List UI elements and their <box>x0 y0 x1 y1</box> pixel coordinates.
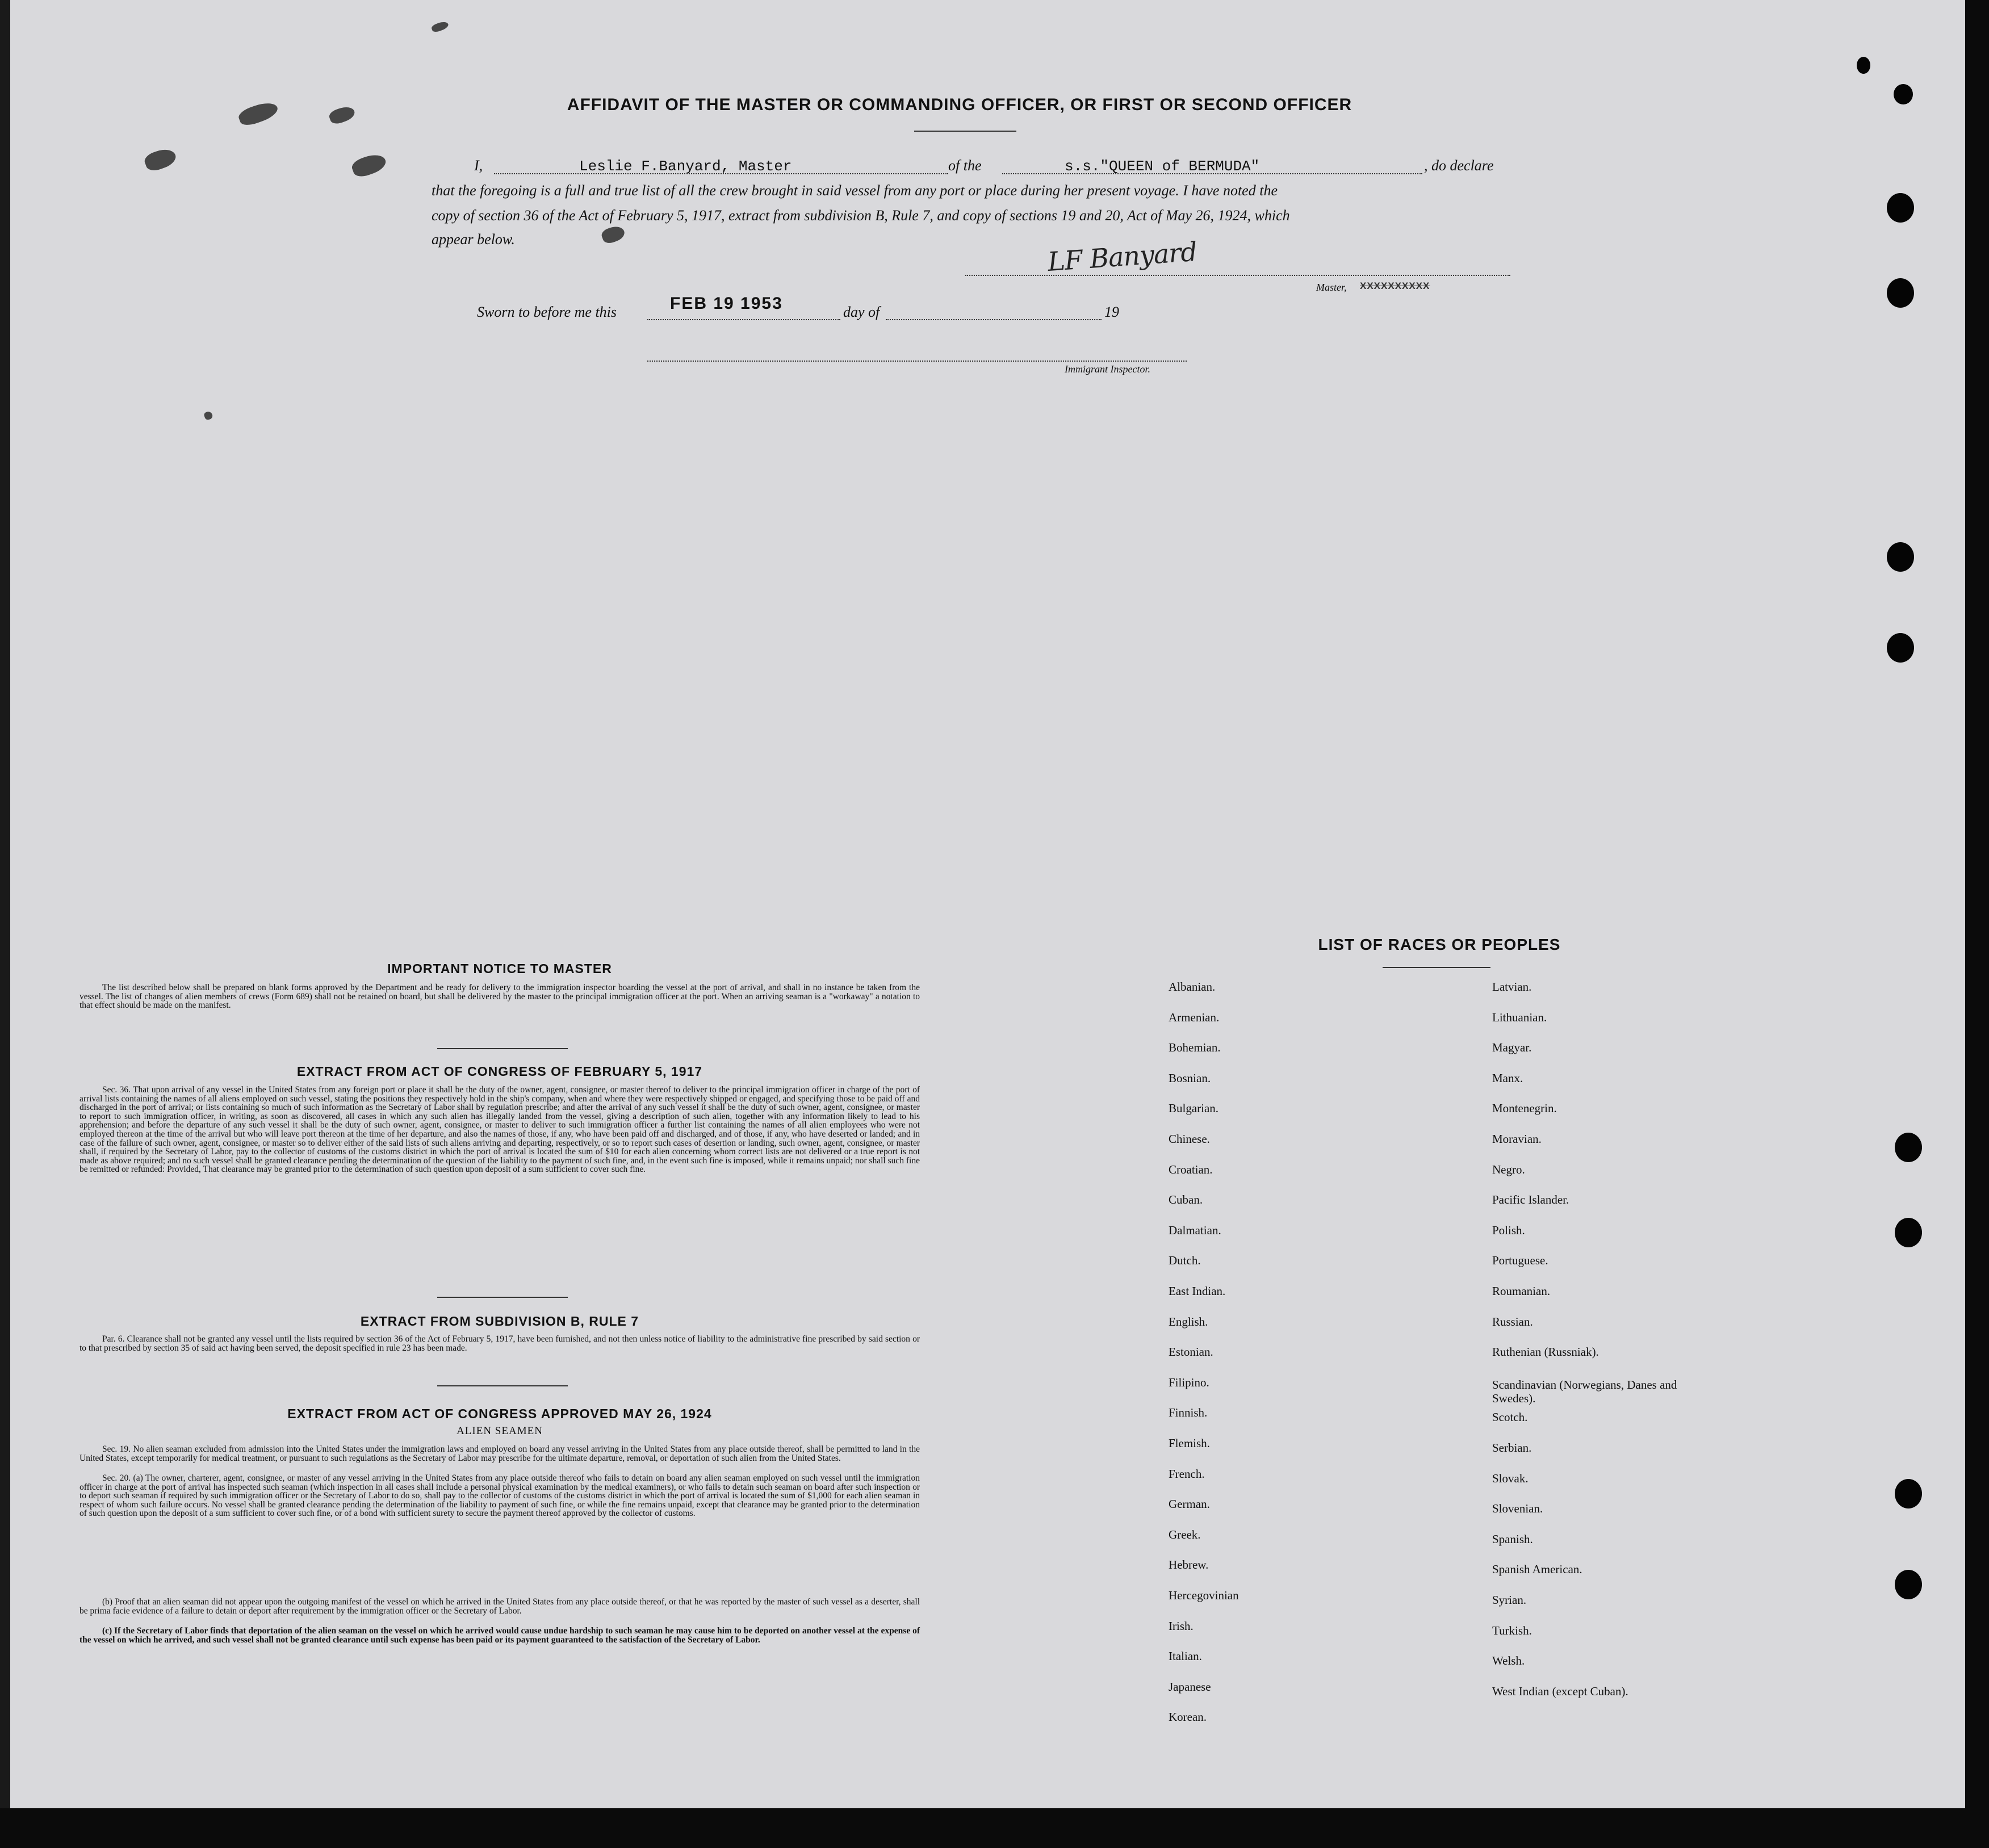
race-item: Albanian. <box>1169 980 1216 994</box>
race-item: Lithuanian. <box>1492 1010 1547 1024</box>
race-item: Slovenian. <box>1492 1502 1543 1516</box>
extract-1917-title: EXTRACT FROM ACT OF CONGRESS OF FEBRUARY 5, 1917 <box>296 1064 703 1079</box>
notice-body: The list described below shall be prepared on blank forms approved by the Department and be ready for delivery to the immigration inspector boarding the vessel at the port of arrival, and shall in no instance be taken from the vessel. The list of changes of alien members of crews (Form 689) shall not be retained on board, but shall be delivered by the master to the principal immigration officer at the port. When an arriving seaman is a "workaway" a notation to that effect should be made on the manifest. <box>79 983 920 1011</box>
race-item: Spanish. <box>1492 1532 1533 1546</box>
race-item: Scotch. <box>1492 1410 1528 1424</box>
notice-title: IMPORTANT NOTICE TO MASTER <box>387 961 612 976</box>
of-the-label: of the <box>948 157 982 174</box>
binder-hole <box>1895 1570 1922 1599</box>
race-item: Hercegovinian <box>1169 1589 1239 1602</box>
sec-20c-body: (c) If the Secretary of Labor finds that deportation of the alien seaman on the vessel on which he arrived would cause undue hardship to such seaman he may cause him to be deported on another vessel at the expense of the vessel on which he arrived, and such vessel shall not be granted clearance until such expense has been paid or its payment guaranteed to the satisfaction of the Secretary of Labor. <box>79 1626 920 1645</box>
binder-hole <box>1887 633 1914 663</box>
scan-left-edge <box>0 0 10 1848</box>
race-item: Turkish. <box>1492 1623 1532 1637</box>
race-item: Pacific Islander. <box>1492 1193 1569 1207</box>
subdivision-b-body: Par. 6. Clearance shall not be granted any vessel until the lists required by section 36 of the Act of February 5, 1917, have been furnished, and not then unless notice of liability to the administrative fine prescribed by said section or to that prescribed by section 35 of said act having been served, the deposit specified in rule 23 has been made. <box>79 1334 920 1353</box>
year-prefix: 19 <box>1104 304 1119 320</box>
ink-smudge <box>143 146 178 174</box>
race-item: Syrian. <box>1492 1593 1527 1607</box>
day-of-line <box>886 319 1102 320</box>
ink-smudge <box>328 104 357 126</box>
race-item: Russian. <box>1492 1314 1533 1329</box>
race-item: Bohemian. <box>1169 1041 1221 1055</box>
races-title-rule <box>1383 967 1490 968</box>
sec-19-body: Sec. 19. No alien seaman excluded from admission into the United States under the immigration laws and employed on board any vessel arriving in the United States from any place outside thereof, shall be permitted to land in the United States, except temporarily for medical treatment, or pursuant to such regulations as the Secretary of Labor may prescribe for the ultimate departure, removal, or deportation of such alien from the United States. <box>79 1444 920 1463</box>
binder-hole <box>1887 542 1914 572</box>
race-item: Roumanian. <box>1492 1284 1551 1298</box>
race-item: Greek. <box>1169 1527 1201 1541</box>
section-rule <box>437 1048 568 1049</box>
race-item: Armenian. <box>1169 1010 1220 1024</box>
affidavit-line-4: appear below. <box>432 231 515 248</box>
race-item: Irish. <box>1169 1619 1194 1633</box>
race-item: Ruthenian (Russniak). <box>1492 1345 1599 1359</box>
title-rule <box>914 131 1016 132</box>
ink-smudge <box>237 99 280 128</box>
race-item: Latvian. <box>1492 980 1532 994</box>
race-item: Croatian. <box>1169 1162 1213 1176</box>
crossed-out-title: XXXXXXXXXX <box>1360 280 1430 291</box>
binder-hole <box>1894 84 1913 104</box>
race-item: Chinese. <box>1169 1132 1210 1146</box>
binder-hole <box>1857 57 1870 74</box>
subdivision-b-title: EXTRACT FROM SUBDIVISION B, RULE 7 <box>360 1314 639 1329</box>
ink-smudge <box>431 20 450 33</box>
master-label: Master, <box>1316 282 1347 293</box>
sworn-label: Sworn to before me this <box>477 304 617 320</box>
race-item: Slovak. <box>1492 1471 1529 1485</box>
race-item: West Indian (except Cuban). <box>1492 1684 1628 1698</box>
race-item: Japanese <box>1169 1679 1211 1694</box>
binder-hole <box>1895 1133 1922 1162</box>
race-item: Serbian. <box>1492 1441 1532 1455</box>
binder-hole <box>1895 1479 1922 1508</box>
affidavit-line-3: copy of section 36 of the Act of February 5, 1917, extract from subdivision B, Rule 7, and copy of sections 19 and 20, Act of May 26, 1924, which <box>432 207 1290 224</box>
race-item: Finnish. <box>1169 1406 1208 1420</box>
race-item: Italian. <box>1169 1649 1202 1663</box>
affidavit-i-label: I, <box>474 157 483 174</box>
scan-bottom-edge <box>0 1808 1989 1848</box>
ink-smudge <box>203 410 213 421</box>
binder-hole <box>1895 1218 1922 1247</box>
binder-hole <box>1887 278 1914 308</box>
sec-20b-body: (b) Proof that an alien seaman did not appear upon the outgoing manifest of the vessel on which he arrived in the United States from any place outside thereof, or that he was reported by the master of such vessel as a deserter, shall be prima facie evidence of a failure to detain or deport after requirement by the immigration officer or the Secretary of Labor. <box>79 1597 920 1616</box>
race-item: Korean. <box>1169 1710 1207 1724</box>
race-item: Moravian. <box>1492 1132 1542 1146</box>
inspector-label: Immigrant Inspector. <box>1065 363 1150 375</box>
race-item: Negro. <box>1492 1162 1525 1176</box>
race-item: Filipino. <box>1169 1375 1209 1389</box>
race-item: Hebrew. <box>1169 1558 1209 1572</box>
inspector-signature-line <box>647 361 1187 362</box>
race-item: Dalmatian. <box>1169 1223 1221 1237</box>
race-item: Bulgarian. <box>1169 1101 1219 1116</box>
scan-right-edge <box>1965 0 1989 1848</box>
race-item: Manx. <box>1492 1071 1523 1085</box>
extract-1917-body: Sec. 36. That upon arrival of any vessel in the United States from any foreign port or place it shall be the duty of the owner, agent, consignee, or master thereof to deliver to the principal immigration officer in charge of the port of arrival lists containing the names of all aliens employed on such vessel, stating the positions they respectively hold in the ship's company, when and where they were respectively shipped or engaged, and specifying those to be paid off and discharged in the port of arrival; or lists containing so much of such information as the Secretary of Labor shall by regulation prescribe; and after the arrival of any such vessel it shall be the duty of such owner, agent, consignee, or master to report to such immigration officer, in writing, as soon as discovered, all cases in which any such alien has illegally landed from the vessel, giving a description of such alien, together with any information likely to lead to his apprehension; and before the departure of any such vessel it shall be the duty of such owner, agent, consignee, or master to deliver to such immigration officer a further list containing the names of all alien employees who were not employed thereon at the time of the arrival but who will leave port thereon at the time of her departure, and also the names of those, if any, who have been paid off and discharged, and of those, if any, who have deserted or landed; and in case of the failure of such owner, agent, consignee, or master so to deliver either of the said lists of such aliens arriving and departing, respectively, or so to report such cases of desertion or landing, such owner, agent, consignee, or master shall, if required by the Secretary of Labor, pay to the collector of customs of the customs district in which the port of arrival is located the sum of $10 for each alien concerning whom correct lists are not delivered or a true report is not made as above required; and no such vessel shall be granted clearance pending the determination of the question of the liability to the payment of such fine, and, in the event such fine is imposed, while it remains unpaid; nor shall such fine be remitted or refunded: Provided, That clearance may be granted prior to the determination of such question upon deposit of a sum sufficient to cover such fine. <box>79 1085 920 1175</box>
race-item: East Indian. <box>1169 1284 1226 1298</box>
section-rule <box>437 1385 568 1386</box>
section-rule <box>437 1297 568 1298</box>
race-item: Spanish American. <box>1492 1562 1582 1577</box>
race-item: Estonian. <box>1169 1345 1213 1359</box>
affidavit-line-2: that the foregoing is a full and true list of all the crew brought in said vessel from any port or place during her present voyage. I have noted the <box>432 182 1278 199</box>
ink-smudge <box>350 151 388 180</box>
race-item: Polish. <box>1492 1223 1525 1237</box>
signature-line <box>965 275 1510 276</box>
sec-20a-body: Sec. 20. (a) The owner, charterer, agent, consignee, or master of any vessel arriving in the United States from any place outside thereof who fails to detain on board any alien seaman employed on such vessel until the immigration officer in charge at the port of arrival has inspected such seaman (which inspection in all cases shall include a personal physical examination by the medical examiners), or who fails to detain such seaman on board after such inspection or to deport such seaman if required by such immigration officer or the Secretary of Labor to do so, shall pay to the collector of customs of the customs district in which the port of arrival is located the sum of $1,000 for each alien seaman in respect of whom such failure occurs. No vessel shall be granted clearance pending the determination of the liability to payment of such fine, or while the fine remains unpaid, except that clearance may be granted prior to the determination of such question upon the deposit of a sum sufficient to cover such fine, or of a bond with sufficient surety to secure the payment thereof approved by the collector of customs. <box>79 1473 920 1519</box>
alien-seamen-subtitle: ALIEN SEAMEN <box>457 1425 543 1437</box>
do-declare-label: , do declare <box>1424 157 1494 174</box>
binder-hole <box>1887 193 1914 223</box>
race-item: Cuban. <box>1169 1193 1203 1207</box>
race-item: Bosnian. <box>1169 1071 1211 1085</box>
race-item: Montenegrin. <box>1492 1101 1557 1116</box>
extract-1924-title: EXTRACT FROM ACT OF CONGRESS APPROVED MAY 26, 1924 <box>287 1406 712 1421</box>
race-item: Scandinavian (Norwegians, Danes and Swedes). <box>1492 1377 1677 1405</box>
race-item: German. <box>1169 1497 1210 1511</box>
race-item: Magyar. <box>1492 1041 1532 1055</box>
races-title: LIST OF RACES OR PEOPLES <box>1318 936 1561 953</box>
master-name: Leslie F.Banyard, Master <box>579 158 792 175</box>
vessel-name: s.s."QUEEN of BERMUDA" <box>1065 158 1260 175</box>
race-item: French. <box>1169 1466 1205 1481</box>
sworn-date-line <box>647 319 840 320</box>
race-item: English. <box>1169 1314 1208 1329</box>
race-item: Welsh. <box>1492 1654 1525 1668</box>
race-item: Portuguese. <box>1492 1254 1548 1268</box>
master-signature: LF Banyard <box>1046 236 1198 278</box>
affidavit-title: AFFIDAVIT OF THE MASTER OR COMMANDING OFFICER, OR FIRST OR SECOND OFFICER <box>567 95 1352 114</box>
sworn-date-stamp: FEB 19 1953 <box>670 294 783 313</box>
race-item: Flemish. <box>1169 1436 1210 1450</box>
day-of-label: day of <box>843 304 880 320</box>
race-item: Dutch. <box>1169 1254 1201 1268</box>
